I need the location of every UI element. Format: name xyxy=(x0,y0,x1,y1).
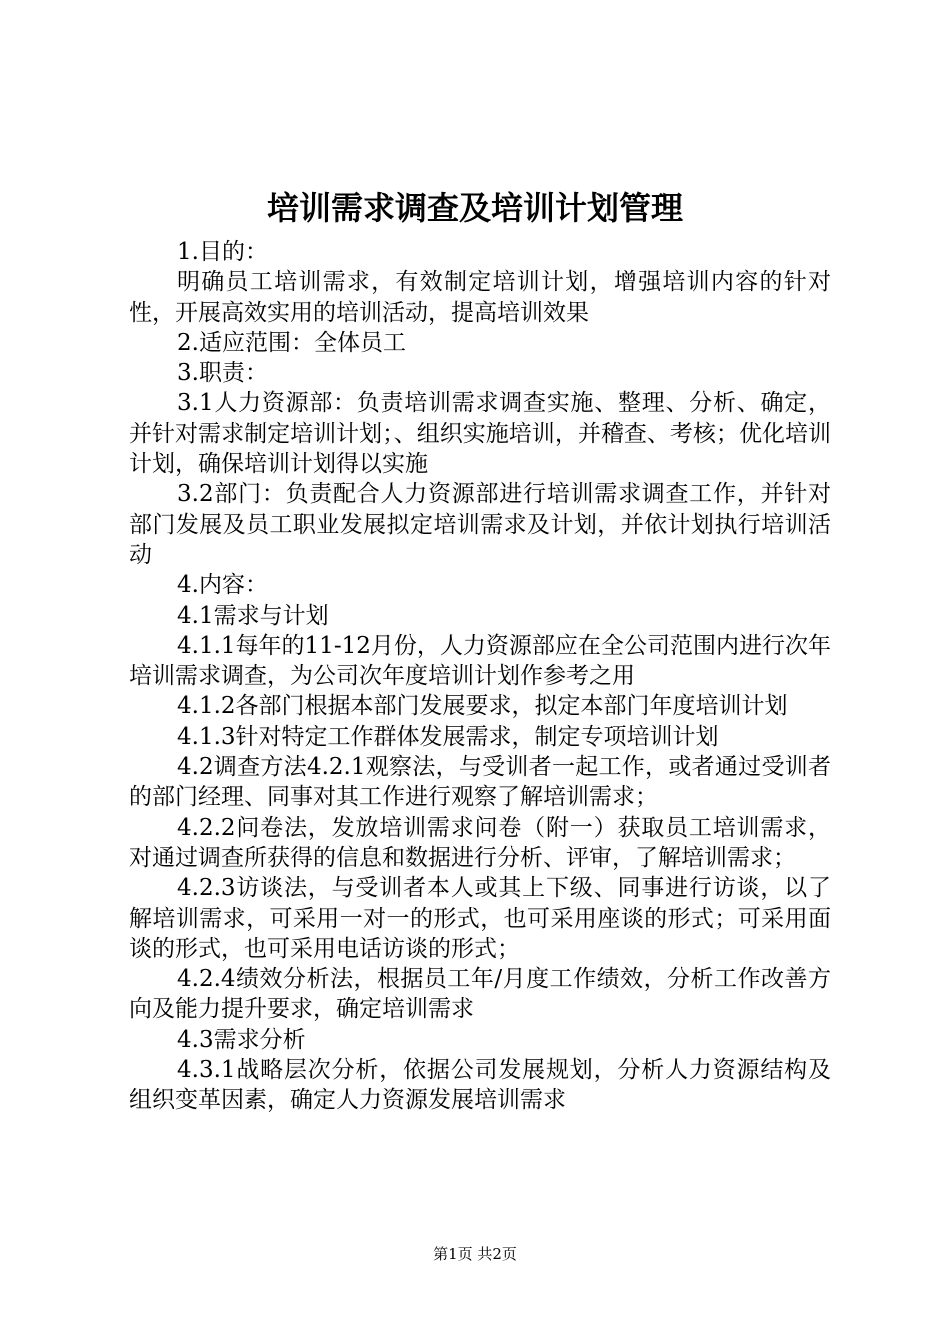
document-body xyxy=(129,237,831,1116)
paragraph-section-4-3-1: 4.3.1战略层次分析，依据公司发展规划，分析人力资源结构及组织变革因素，确定人力资源发展培训需求 xyxy=(129,1057,831,1114)
paragraph-section-4-1-1: 4.1.1每年的11-12月份，人力资源部应在全公司范围内进行次年培训需求调查，为公司次年度培训计划作参考之用 xyxy=(129,632,831,690)
paragraph-purpose-heading: 1.目的： xyxy=(177,239,268,265)
paragraph-section-4-2: 4.2调查方法4.2.1观察法，与受训者一起工作，或者通过受训者的部门经理、同事对其工作进行观察了解培训需求； xyxy=(129,754,831,811)
paragraph-duties-heading: 3.职责： xyxy=(177,360,268,387)
paragraph-section-4-3: 4.3需求分析 xyxy=(177,1026,306,1053)
paragraph-duty-dept: 3.2部门：负责配合人力资源部进行培训需求调查工作，并针对部门发展及员工职业发展拟定培训需求及计划，并依计划执行培训活动 xyxy=(129,481,831,568)
document-title: 培训需求调查及培训计划管理 xyxy=(266,189,683,227)
paragraph-purpose-text: 明确员工培训需求，有效制定培训计划，增强培训内容的针对性，开展高效实用的培训活动，提高培训效果 xyxy=(129,269,831,326)
paragraph-duty-hr: 3.1人力资源部：负责培训需求调查实施、整理、分析、确定，并针对需求制定培训计划；、组织实施培训，并稽查、考核；优化培训计划，确保培训计划得以实施 xyxy=(129,390,831,478)
paragraph-section-4-2-3: 4.2.3访谈法，与受训者本人或其上下级、同事进行访谈，以了解培训需求，可采用一对一的形式，也可采用座谈的形式；可采用面谈的形式，也可采用电话访谈的形式； xyxy=(129,875,831,962)
paragraph-scope: 2.适应范围：全体员工 xyxy=(177,329,406,356)
paragraph-content-heading: 4.内容： xyxy=(177,572,268,599)
paragraph-section-4-1-3: 4.1.3针对特定工作群体发展需求，制定专项培训计划 xyxy=(177,723,719,750)
paragraph-section-4-1: 4.1需求与计划 xyxy=(177,602,329,629)
paragraph-section-4-2-2: 4.2.2问卷法，发放培训需求问卷（附一）获取员工培训需求，对通过调查所获得的信息和数据进行分析、评审，了解培训需求； xyxy=(129,814,831,871)
page-number-footer: 第1页 共2页 xyxy=(433,1245,517,1263)
paragraph-section-4-1-2: 4.1.2各部门根据本部门发展要求，拟定本部门年度培训计划 xyxy=(177,693,788,720)
paragraph-section-4-2-4: 4.2.4绩效分析法，根据员工年/月度工作绩效，分析工作改善方向及能力提升要求，确定培训需求 xyxy=(129,966,831,1023)
